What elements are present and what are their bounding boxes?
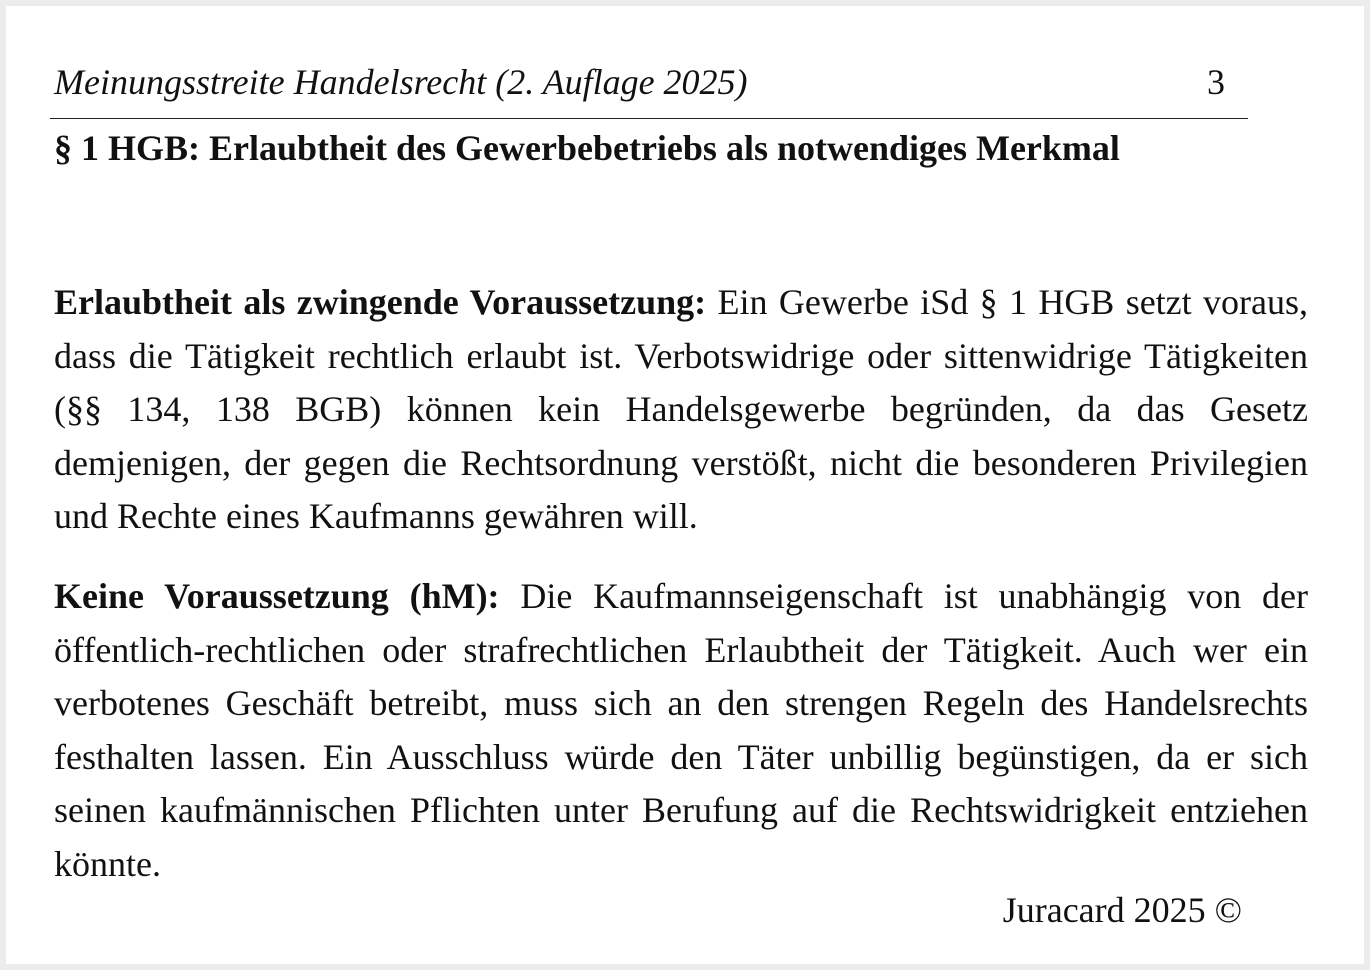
opinion-text: Die Kaufmannseigenschaft ist unabhängig von der öffentlich-rechtlichen oder strafrechtlichen Erlaubtheit der Tätigkeit. Auch wer ein verbotenes Geschäft betreibt, muss sich an den strengen Regeln des Handelsrechts festhalten lassen. Ein Ausschluss würde den Täter unbillig begünstigen, da er sich seinen kaufmännischen Pflichten unter Berufung auf die Rechtswidrigkeit entziehen könnte. xyxy=(54,576,1309,884)
page-number: 3 xyxy=(1207,62,1225,102)
running-header xyxy=(50,60,1248,119)
copyright-notice: Juracard 2025 © xyxy=(1002,890,1242,930)
opinion-paragraph xyxy=(54,570,1308,892)
opinion-paragraph xyxy=(54,276,1308,544)
opinion-term: Keine Voraussetzung (hM): xyxy=(54,576,500,616)
section-title: § 1 HGB: Erlaubtheit des Gewerbebetriebs als notwendiges Merkmal xyxy=(54,128,1120,168)
opinion-text: Ein Gewerbe iSd § 1 HGB setzt voraus, dass die Tätigkeit rechtlich erlaubt ist. Verbotswidrige oder sittenwidrige Tätigkeiten (§§ 134, 138 BGB) können kein Handelsgewerbe begründen, da das Gesetz demjenigen, der gegen die Rechtsordnung verstößt, nicht die besonderen Privilegien und Rechte eines Kaufmanns gewähren will. xyxy=(54,282,1309,537)
book-title: Meinungsstreite Handelsrecht (2. Auflage 2025) xyxy=(54,62,748,102)
opinion-term: Erlaubtheit als zwingende Voraussetzung: xyxy=(54,282,707,322)
